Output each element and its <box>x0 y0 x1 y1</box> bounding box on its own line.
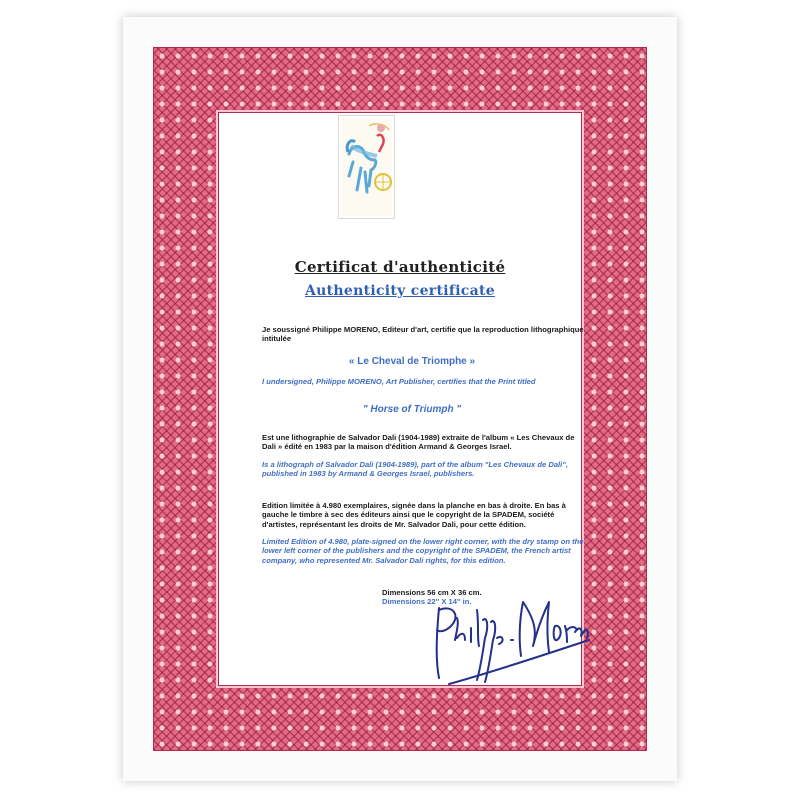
artwork-thumbnail <box>338 115 395 219</box>
dimensions-inches: Dimensions 22'' X 14'' in. <box>382 597 472 606</box>
dimensions-cm: Dimensions 56 cm X 36 cm. <box>382 588 482 597</box>
edition-french: Edition limitée à 4.980 exemplaires, signée dans la planche en bas à droite. En bas à gauche le timbre à sec des éditeurs ainsi que le copyright de la SPADEM, société d'artistes, représentant les droits de Mr. Salvador Dali, pour cette édition. <box>262 501 566 529</box>
certificate-title-french: Certificat d'authenticité <box>294 258 506 276</box>
description-english: Is a lithograph of Salvador Dali (1904-1989), part of the album "Les Chevaux de Dali", published in 1983 by Armand & Georges Israel, publishers. <box>262 460 568 479</box>
description-french: Est une lithographie de Salvador Dali (1904-1989) extraite de l'album « Les Chevaux de Dali » édité en 1983 par la maison d'édition Armand & Georges Israel. <box>262 433 575 452</box>
handwritten-signature <box>425 580 593 698</box>
intro-french: Je soussigné Philippe MORENO, Editeur d'art, certifie que la reproduction lithographique intitulée <box>262 325 584 344</box>
edition-english: Limited Edition of 4.980, plate-signed on the lower right corner, with the dry stamp on the lower left corner of the publishers and the copyright of the SPADEM, the French artist company, who represented Mr. Salvador Dali rights, for this edition. <box>262 537 584 565</box>
artwork-title-english: " Horse of Triumph " <box>362 404 462 415</box>
artwork-title-french: « Le Cheval de Triomphe » <box>348 356 476 367</box>
horse-artwork-image <box>339 116 394 218</box>
certificate-page <box>123 17 677 781</box>
certificate-title-english: Authenticity certificate <box>305 283 495 299</box>
intro-english: I undersigned, Philippe MORENO, Art Publisher, certifies that the Print titled <box>262 377 536 386</box>
